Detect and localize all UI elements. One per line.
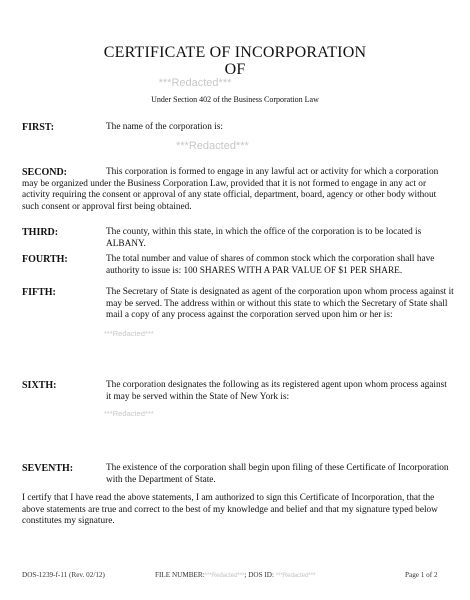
section-label: SEVENTH: xyxy=(22,463,74,474)
section-label: SIXTH: xyxy=(22,380,57,391)
section-label: FOURTH: xyxy=(22,254,68,265)
section-label: SECOND: xyxy=(22,167,68,178)
redacted-fifth-address: ***Redacted*** xyxy=(104,329,154,338)
section-text: This corporation is formed to engage in any lawful act or activity for which a corporation may be organized under the Business Corporation Law, provided that it is not formed to engage in any act or activity requiring the consent or approval of any state official, department, board, agency or other body without such consent or approval first being obtained. xyxy=(22,167,439,212)
section-label: THIRD: xyxy=(22,227,59,238)
section-sixth xyxy=(22,380,454,403)
section-text: The corporation designates the following as its registered agent upon whom process against it may be served within the State of New York is: xyxy=(106,380,447,402)
redacted-corporation-name: ***Redacted*** xyxy=(158,77,232,89)
redacted-sixth-agent: ***Redacted*** xyxy=(104,409,154,418)
redacted-first-name: ***Redacted*** xyxy=(176,140,249,152)
section-text: The existence of the corporation shall begin upon filing of these Certificate of Incorporation with the Department of State. xyxy=(106,463,449,485)
section-text: The Secretary of State is designated as agent of the corporation upon whom process against it may be served. The address within or without this state to which the Secretary of State shall mail a copy of any process against the corporation served upon him or her is: xyxy=(106,287,454,321)
section-text: The total number and value of shares of common stock which the corporation shall have authority to issue is: 100 SHARES WITH A PAR VALUE OF $1 PER SHARE. xyxy=(106,254,435,276)
certification-statement: I certify that I have read the above statements, I am authorized to sign this Certificate of Incorporation, that the above statements are true and correct to the best of my knowledge and belief and that my signature typed below constitutes my signature. xyxy=(22,493,438,527)
dos-id-value: ***Redacted*** xyxy=(275,573,316,579)
file-number-label: FILE NUMBER: xyxy=(155,571,205,579)
file-number-value: ***Redacted*** xyxy=(204,573,245,579)
form-id: DOS-1239-f-11 (Rev. 02/12) xyxy=(22,571,105,579)
section-first xyxy=(22,122,454,134)
dos-id-label: ; DOS ID: xyxy=(244,571,274,579)
section-label: FIFTH: xyxy=(22,287,56,298)
section-fifth xyxy=(22,287,454,322)
document-title: CERTIFICATE OF INCORPORATION xyxy=(103,44,367,61)
section-text: The county, within this state, in which the office of the corporation is to be located is ALBANY. xyxy=(106,227,422,249)
section-second xyxy=(22,167,454,213)
section-fourth xyxy=(22,254,454,277)
document-title-of: OF xyxy=(224,61,246,78)
section-third xyxy=(22,227,454,250)
section-seventh xyxy=(22,463,454,486)
document-subtitle: Under Section 402 of the Business Corporation Law xyxy=(151,95,319,104)
page-number: Page 1 of 2 xyxy=(405,571,438,579)
file-number-line xyxy=(155,571,315,579)
section-text: The name of the corporation is: xyxy=(106,122,223,132)
section-label: FIRST: xyxy=(22,122,55,133)
